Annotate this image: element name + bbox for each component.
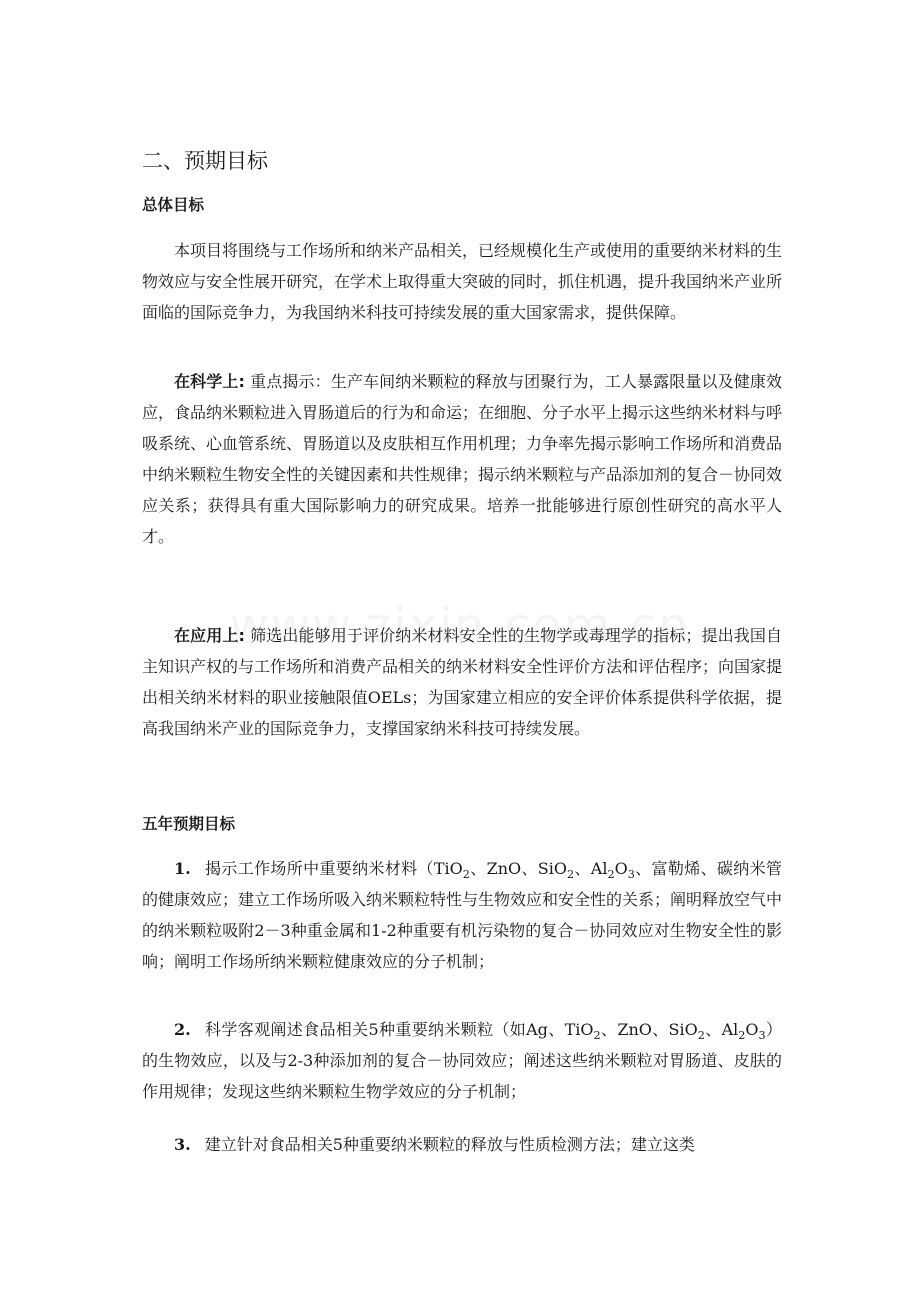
science-text: 重点揭示：生产车间纳米颗粒的释放与团聚行为，工人暴露限量以及健康效应，食品纳米颗粒进入胃肠道后的行为和命运；在细胞、分子水平上揭示这些纳米材料与呼吸系统、心血管系统、胃肠道以及皮肤相互作用机理；力争率先揭示影响工作场所和消费品中纳米颗粒生物安全性的关键因素和共性规律；揭示纳米颗粒与产品添加剂的复合－协同效应关系；获得具有重大国际影响力的研究成果。培养一批能够进行原创性研究的高水平人才。	[142, 372, 783, 546]
goal-item-3	[142, 1129, 782, 1160]
overall-intro-paragraph: 本项目将围绕与工作场所和纳米产品相关，已经规模化生产或使用的重要纳米材料的生物效应与安全性展开研究，在学术上取得重大突破的同时，抓住机遇，提升我国纳米产业所面临的国际竞争力，为我国纳米科技可持续发展的重大国家需求，提供保障。	[142, 241, 783, 322]
goal-item-1	[142, 853, 782, 977]
goal-item-text: 科学客观阐述食品相关5种重要纳米颗粒（如Ag、TiO	[204, 1020, 594, 1039]
section-title: 二、预期目标	[142, 149, 268, 173]
goal-item-text: O	[614, 859, 628, 878]
goal-item-text: ）的生物效应，以及与2-3种添加剂的复合－协同效应；阐述这些纳米颗粒对胃肠道、皮肤的作用规律；发现这些纳米颗粒生物学效应的分子机制；	[142, 1020, 782, 1101]
goal-item-text: 、Al	[574, 859, 608, 878]
goal-item-number: 2.	[174, 1020, 191, 1039]
subscript: 2	[462, 868, 470, 882]
goal-item-number: 3.	[174, 1135, 191, 1154]
goal-item-text: 揭示工作场所中重要纳米材料（TiO	[204, 859, 463, 878]
goal-item-text: 建立针对食品相关5种重要纳米颗粒的释放与性质检测方法；建立这类	[204, 1135, 695, 1154]
application-lead: 在应用上:	[174, 626, 245, 645]
goal-item-text: 、Al	[704, 1020, 739, 1039]
application-paragraph	[142, 620, 782, 744]
subscript: 2	[697, 1029, 705, 1043]
goal-item-text: O	[745, 1020, 759, 1039]
subscript: 2	[738, 1029, 746, 1043]
subscript: 3	[758, 1029, 766, 1043]
application-text: 筛选出能够用于评价纳米材料安全性的生物学或毒理学的指标；提出我国自主知识产权的与工作场所和消费产品相关的纳米材料安全性评价方法和评估程序；向国家提出相关纳米材料的职业接触限值OELs；为国家建立相应的安全评价体系提供科学依据，提高我国纳米产业的国际竞争力，支撑国家纳米科技可持续发展。	[142, 626, 783, 738]
science-paragraph	[142, 366, 782, 552]
subscript: 2	[567, 868, 575, 882]
overall-goal-heading: 总体目标	[142, 196, 205, 214]
goal-item-text: 、ZnO、SiO	[469, 859, 567, 878]
subscript: 2	[607, 868, 615, 882]
five-year-goal-heading: 五年预期目标	[142, 815, 236, 833]
goal-item-2	[142, 1014, 782, 1107]
goal-item-text: 、富勒烯、碳纳米管的健康效应；建立工作场所吸入纳米颗粒特性与生物效应和安全性的关系；阐明释放空气中的纳米颗粒吸附2－3种重金属和1-2种重要有机污染物的复合－协同效应对生物安全性的影响；阐明工作场所纳米颗粒健康效应的分子机制；	[142, 859, 783, 971]
goal-item-text: 、ZnO、SiO	[600, 1020, 698, 1039]
science-lead: 在科学上:	[174, 372, 245, 391]
subscript: 3	[627, 868, 635, 882]
subscript: 2	[593, 1029, 601, 1043]
goal-item-number: 1.	[174, 859, 191, 878]
